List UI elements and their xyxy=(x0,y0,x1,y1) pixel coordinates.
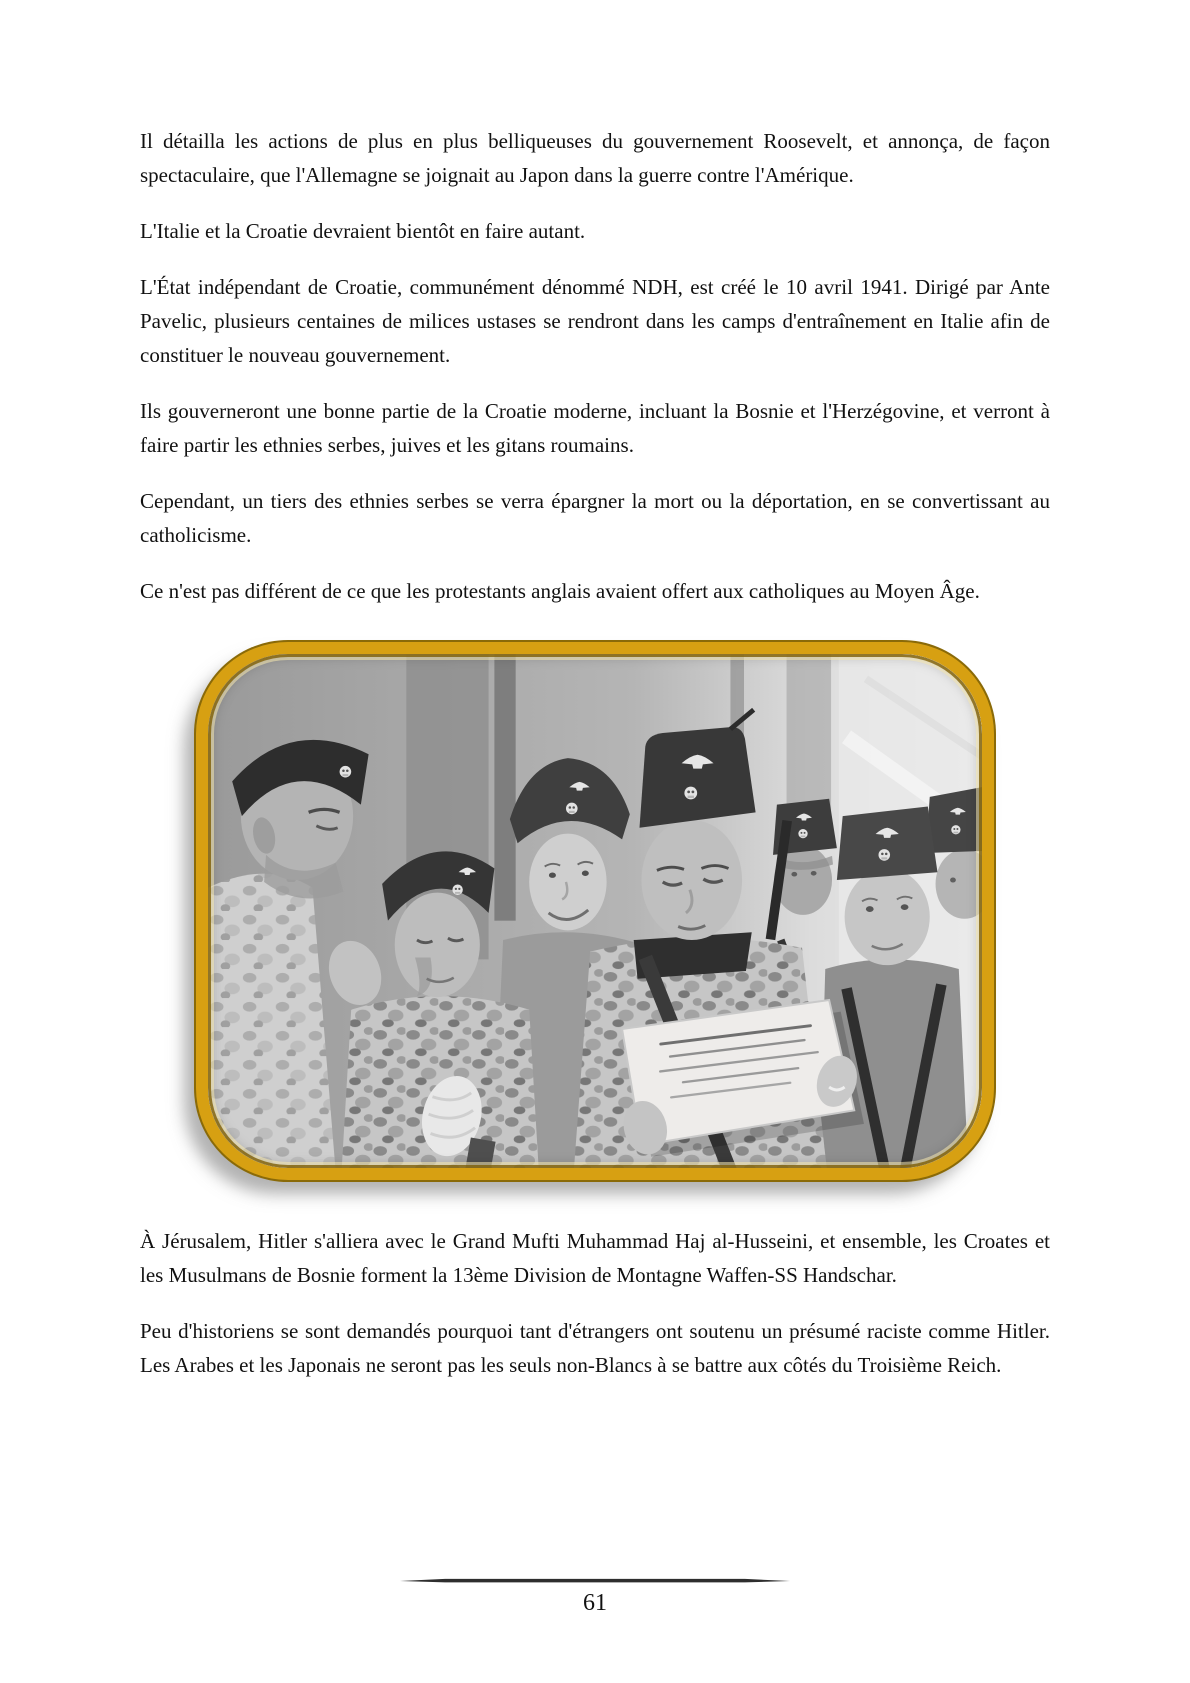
skull-insignia xyxy=(684,787,697,800)
paragraph-4: Ils gouverneront une bonne partie de la Croatie moderne, incluant la Bosnie et l'Herzégovine, et verront à faire partir les ethnies serbes, juives et les gitans roumains. xyxy=(140,399,1050,457)
paragraph-7: À Jérusalem, Hitler s'alliera avec le Grand Mufti Muhammad Haj al-Husseini, et ensemble, les Croates et les Musulmans de Bosnie forment la 13ème Division de Montagne Waffen-SS Handschar. xyxy=(140,1229,1050,1287)
fez-cap xyxy=(837,807,938,881)
skull-insignia xyxy=(951,825,960,834)
soldiers-photo xyxy=(208,654,982,1168)
paragraph-8: Peu d'historiens se sont demandés pourquoi tant d'étrangers ont soutenu un présumé raciste comme Hitler. Les Arabes et les Japonais ne seront pas les seuls non-Blancs à se battre aux côtés du Troisième Reich. xyxy=(140,1319,1050,1377)
tapered-rule xyxy=(400,1578,790,1584)
paragraph-3: L'État indépendant de Croatie, communément dénommé NDH, est créé le 10 avril 1941. Dirigé par Ante Pavelic, plusieurs centaines de milices ustases se rendront dans les camps d'entraînement en Italie afin de constituer le nouveau gouvernement. xyxy=(140,275,1050,367)
skull-insignia xyxy=(878,849,890,861)
paragraph-2: L'Italie et la Croatie devraient bientôt en faire autant. xyxy=(140,219,586,243)
skull-insignia xyxy=(452,884,462,894)
skull-insignia xyxy=(566,803,578,815)
fez-cap xyxy=(640,727,756,828)
paragraph-5: Cependant, un tiers des ethnies serbes se verra épargner la mort ou la déportation, en se convertissant au catholicisme. xyxy=(140,489,1050,547)
skull-insignia xyxy=(340,766,352,778)
page-number: 61 xyxy=(583,1590,607,1616)
footer-divider xyxy=(400,1578,790,1584)
paragraph-1: Il détailla les actions de plus en plus belliqueuses du gouvernement Roosevelt, et annonça, de façon spectaculaire, que l'Allemagne se joignait au Japon dans la guerre contre l'Amérique. xyxy=(140,129,1050,187)
paragraph-6: Ce n'est pas différent de ce que les protestants anglais avaient offert aux catholiques au Moyen Âge. xyxy=(140,579,980,603)
skull-insignia xyxy=(798,829,807,838)
fez-cap xyxy=(926,787,982,853)
photo-frame xyxy=(196,642,994,1180)
